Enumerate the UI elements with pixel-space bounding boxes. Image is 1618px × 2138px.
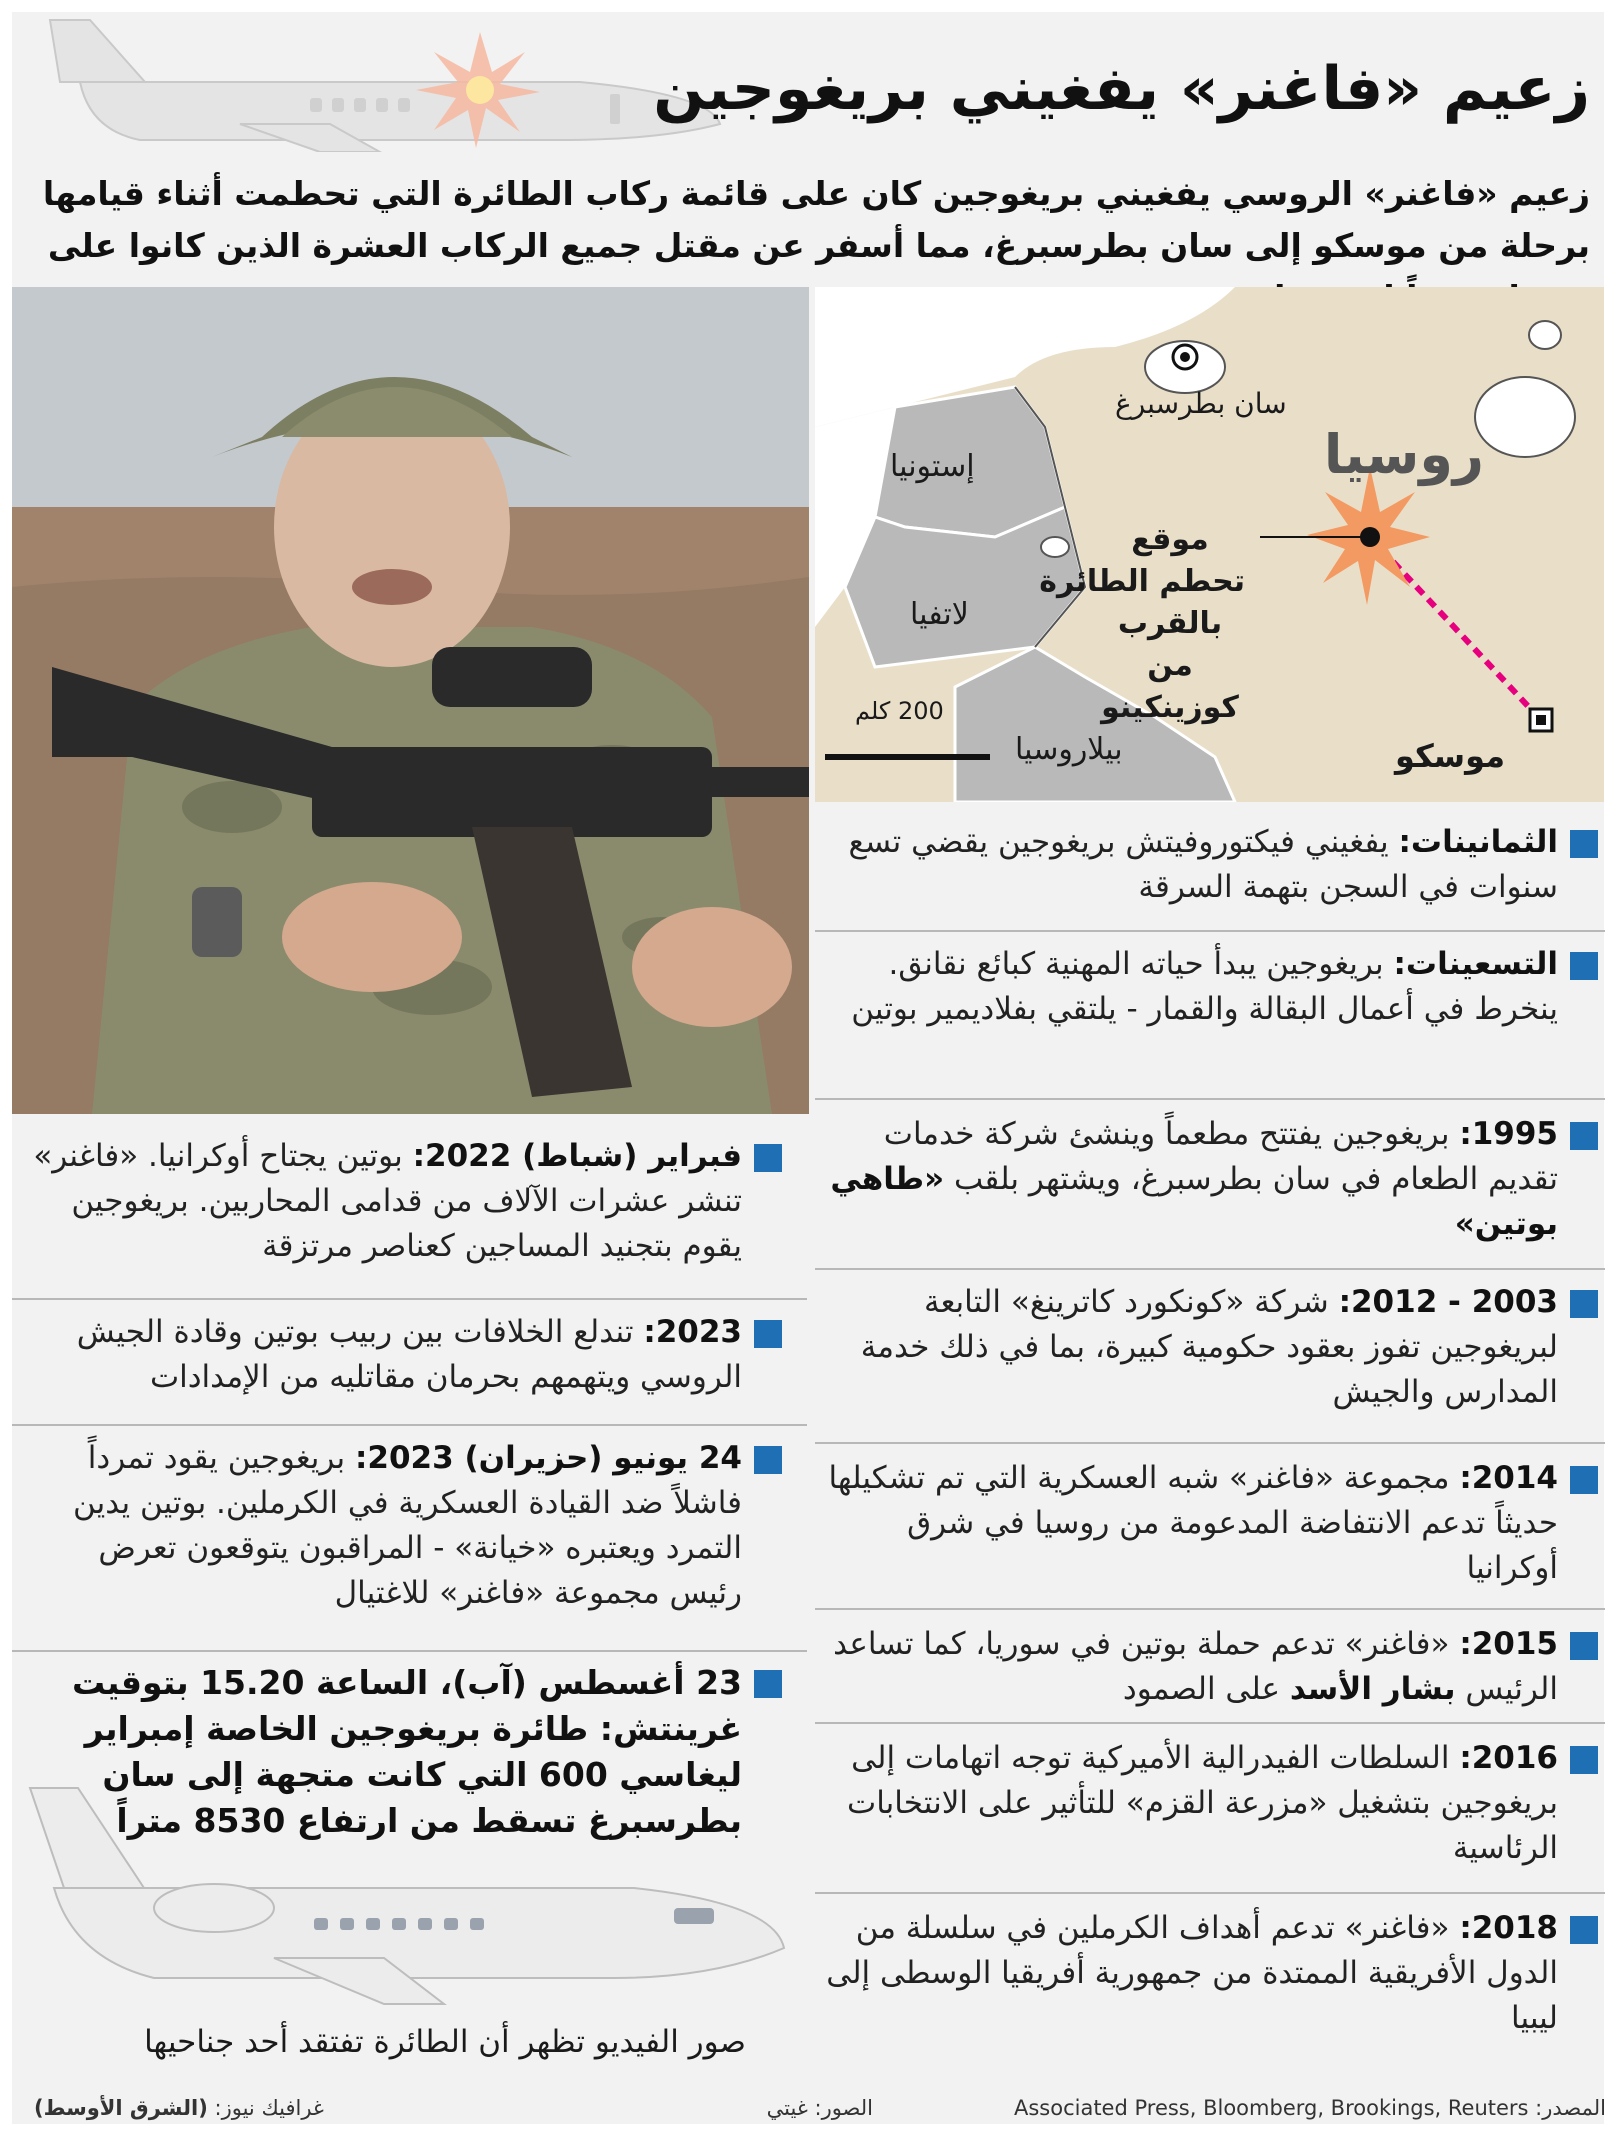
map-label-latvia: لاتفيا xyxy=(910,597,969,632)
timeline-item-head: 2014: xyxy=(1459,1460,1558,1496)
timeline-item-text: شركة «كونكورد كاترينغ» التابعة لبريغوجين تفوز بعقود حكومية كبيرة، بما في ذلك خدمة المدارس والجيش xyxy=(860,1284,1558,1410)
footer-graphic xyxy=(34,2096,324,2120)
timeline-item xyxy=(818,942,1558,1032)
row-divider xyxy=(815,930,1605,932)
bullet-square xyxy=(1570,1290,1598,1318)
timeline-item-head: 2023: xyxy=(643,1314,742,1350)
timeline-item xyxy=(20,1310,742,1400)
timeline-item xyxy=(818,1456,1558,1591)
timeline-item-bold: بشار الأسد xyxy=(1289,1671,1456,1707)
row-divider xyxy=(815,1442,1605,1444)
row-divider xyxy=(815,1268,1605,1270)
row-divider xyxy=(815,1892,1605,1894)
map-crash-site-label xyxy=(1039,519,1245,729)
timeline-item-head: 23 أغسطس (آب)، الساعة 15.20 بتوقيت غرينتش: طائرة بريغوجين الخاصة إمبراير ليغاسي 600 التي كانت متجهة إلى سان بطرسبرغ تسقط من ارتفاع 8530 متراً xyxy=(72,1663,742,1840)
route-map xyxy=(815,287,1604,802)
row-divider xyxy=(815,1722,1605,1724)
timeline-item-head: الثمانينات: xyxy=(1398,824,1558,860)
footer-brand: (الشرق الأوسط) xyxy=(34,2096,208,2120)
map-label-st-petersburg: سان بطرسبرغ xyxy=(1115,387,1287,420)
bullet-square xyxy=(754,1446,782,1474)
row-divider xyxy=(12,1298,807,1300)
bullet-square xyxy=(1570,830,1598,858)
jet-explosion-illustration xyxy=(20,12,740,152)
row-divider xyxy=(815,1098,1605,1100)
timeline-item-text: بريغوجين يبدأ حياته المهنية كبائع نقانق. ينخرط في أعمال البقالة والقمار - يلتقي بفلاديمير بوتين xyxy=(851,946,1558,1027)
timeline-item-head: 24 يونيو (حزيران) 2023: xyxy=(355,1440,742,1476)
timeline-item-head: 2016: xyxy=(1459,1740,1558,1776)
timeline-item-text: بريغوجين يفتتح مطعماً وينشئ شركة خدمات تقديم الطعام في سان بطرسبرغ، ويشتهر بلقب xyxy=(883,1116,1558,1197)
crash-label-line3: بالقرب من xyxy=(1117,606,1223,683)
timeline-item-text: يفغيني فيكتوروفيتش بريغوجين يقضي تسع سنوات في السجن بتهمة السرقة xyxy=(848,824,1558,905)
map-label-moscow: موسكو xyxy=(1395,737,1506,775)
footer-graphic-prefix: غرافيك نيوز: xyxy=(214,2096,324,2120)
video-caption: صور الفيديو تظهر أن الطائرة تفتقد أحد جناحيها xyxy=(144,2024,746,2060)
timeline-item xyxy=(818,820,1558,910)
jet-illustration xyxy=(14,1778,794,2008)
timeline-item-text-end: على الصمود xyxy=(1122,1671,1290,1707)
timeline-item xyxy=(818,1736,1558,1871)
bullet-square xyxy=(1570,1916,1598,1944)
timeline-item xyxy=(818,1622,1558,1712)
map-label-russia: روسيا xyxy=(1323,423,1484,486)
row-divider xyxy=(12,1424,807,1426)
page-title: زعيم «فاغنر» يفغيني بريغوجين xyxy=(653,54,1590,124)
timeline-item-text: بريغوجين يقود تمرداً فاشلاً ضد القيادة العسكرية في الكرملين. بوتين يدين التمرد ويعتبره «خيانة» - المراقبون يتوقعون تعرض رئيس مجموعة «فاغنر» للاغتيال xyxy=(73,1440,742,1611)
bullet-square xyxy=(1570,1122,1598,1150)
map-scale-label: 200 كلم xyxy=(855,697,944,725)
timeline-item-head: 1995: xyxy=(1459,1116,1558,1152)
crash-label-line1: موقع xyxy=(1131,522,1209,557)
map-label-estonia: إستونيا xyxy=(890,449,975,484)
timeline-item-text: «فاغنر» تدعم أهداف الكرملين في سلسلة من الدول الأفريقية الممتدة من جمهورية أفريقيا الوسطى إلى ليبيا xyxy=(826,1910,1558,2036)
timeline-item-head: 2003 - 2012: xyxy=(1338,1284,1558,1320)
footer-source: المصدر: Associated Press, Bloomberg, Brookings, Reuters xyxy=(1013,2096,1606,2120)
timeline-item-text: تندلع الخلافات بين ربيب بوتين وقادة الجيش الروسي ويتهمهم بحرمان مقاتليه من الإمدادات xyxy=(76,1314,742,1395)
prigozhin-photo xyxy=(12,287,809,1114)
timeline-item-head: فبراير (شباط) 2022: xyxy=(412,1138,742,1174)
bullet-square xyxy=(754,1670,782,1698)
timeline-item-head: 2018: xyxy=(1459,1910,1558,1946)
row-divider xyxy=(12,1650,807,1652)
map-label-belarus: بيلاروسيا xyxy=(1015,732,1123,767)
bullet-square xyxy=(1570,1632,1598,1660)
timeline-item xyxy=(818,1906,1558,2041)
timeline-item xyxy=(20,1134,742,1269)
timeline-item xyxy=(818,1280,1558,1415)
bullet-square xyxy=(1570,1746,1598,1774)
timeline-item xyxy=(20,1436,742,1616)
timeline-item-tail: «طاهي بوتين» xyxy=(830,1161,1558,1242)
timeline-item-text: «فاغنر» تدعم حملة بوتين في سوريا، كما تساعد الرئيس xyxy=(833,1626,1558,1707)
intro-paragraph: زعيم «فاغنر» الروسي يفغيني بريغوجين كان على قائمة ركاب الطائرة التي تحطمت أثناء قيامها برحلة من موسكو إلى سان بطرسبرغ، مما أسفر عن مقتل جميع الركاب العشرة الذين كانوا على xyxy=(42,174,1590,265)
bullet-square xyxy=(754,1320,782,1348)
timeline-item-text: مجموعة «فاغنر» شبه العسكرية التي تم تشكيلها حديثاً تدعم الانتفاضة المدعومة من روسيا في شرق أوكرانيا xyxy=(828,1460,1558,1586)
row-divider xyxy=(815,1608,1605,1610)
bullet-square xyxy=(1570,1466,1598,1494)
timeline-item-head: 2015: xyxy=(1459,1626,1558,1662)
bullet-square xyxy=(754,1144,782,1172)
timeline-item-text: بوتين يجتاح أوكرانيا. «فاغنر» تنشر عشرات الآلاف من قدامى المحاربين. بريغوجين يقوم بتجنيد المساجين كعناصر مرتزقة xyxy=(33,1138,742,1264)
timeline-item-text: السلطات الفيدرالية الأميركية توجه اتهامات إلى بريغوجين بتشغيل «مزرعة القزم» للتأثير على الانتخابات الرئاسية xyxy=(847,1740,1558,1866)
bullet-square xyxy=(1570,952,1598,980)
crash-label-line2: تحطم الطائرة xyxy=(1039,564,1245,599)
timeline-item xyxy=(818,1112,1558,1247)
crash-label-line4: كوزينكينو xyxy=(1101,690,1239,725)
footer-photos: الصور: غيتي xyxy=(766,2096,873,2120)
timeline-item-head: التسعينات: xyxy=(1393,946,1558,982)
